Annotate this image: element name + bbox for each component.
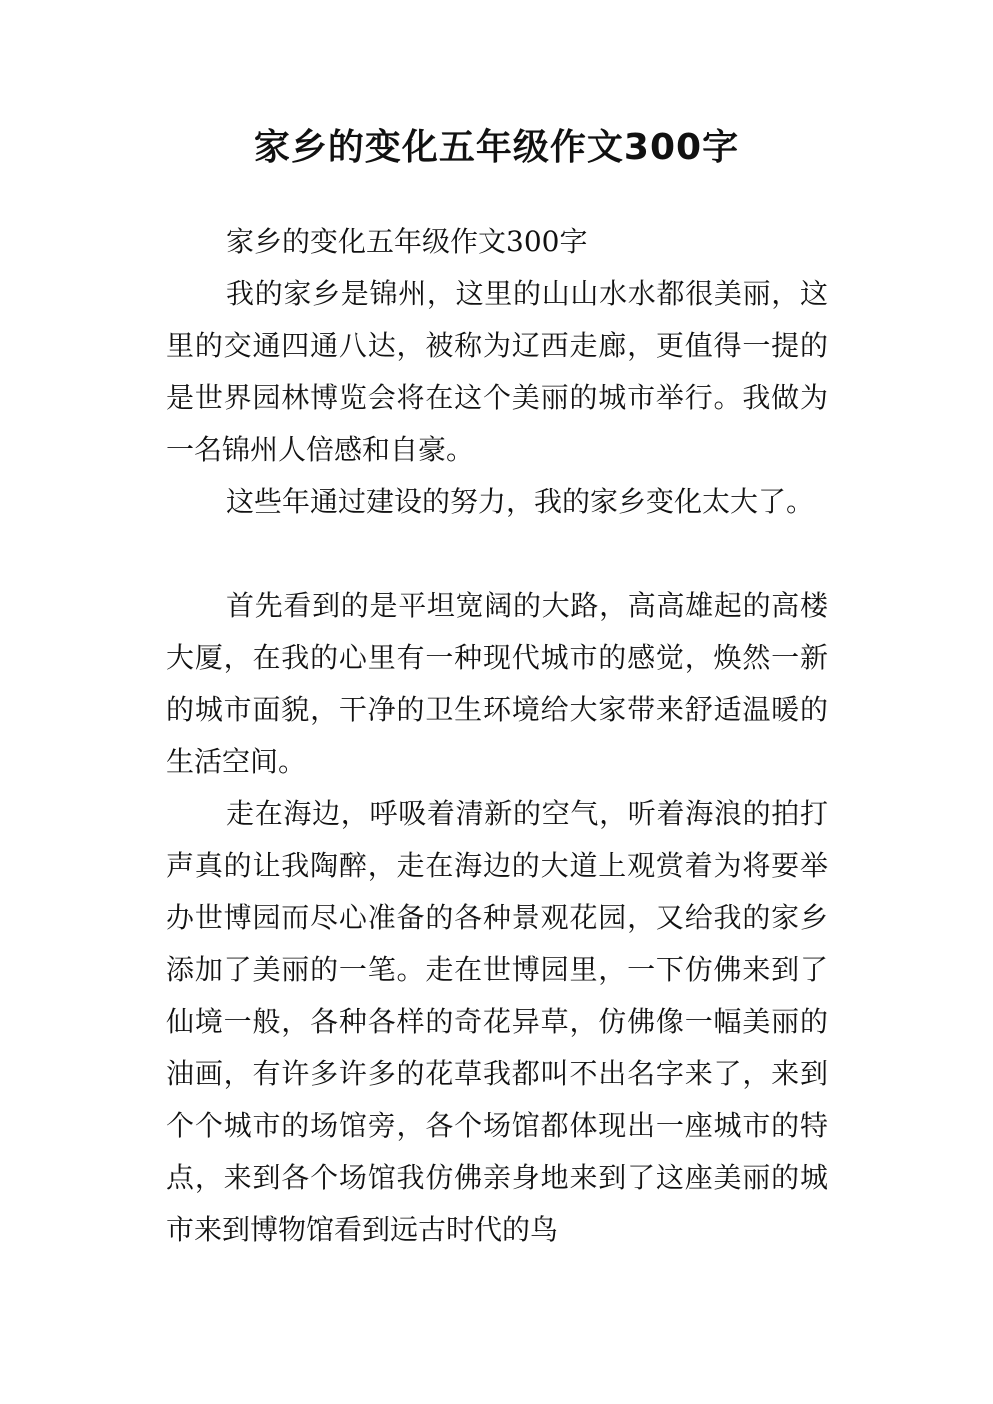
paragraph-subtitle: 家乡的变化五年级作文300字 [226,225,588,258]
paragraph-seaside: 走在海边，呼吸着清新的空气，听着海浪的拍打声真的让我陶醉，走在海边的大道上观赏着为将要举办世博园而尽心准备的各种景观花园，又给我的家乡添加了美丽的一笔。走在世博园里，一下仿佛来到了仙境一般，各种各样的奇花异草，仿佛像一幅美丽的油画，有许多许多的花草我都叫不出名字来了，来到个个城市的场馆旁，各个场馆都体现出一座城市的特点，来到各个场馆我仿佛亲身地来到了这座美丽的城市来到博物馆看到远古时代的鸟 [166,797,828,1246]
paragraph-change: 这些年通过建设的努力，我的家乡变化太大了。 [226,485,815,518]
document-body [166,216,828,1256]
paragraph-roads: 首先看到的是平坦宽阔的大路，高高雄起的高楼大厦，在我的心里有一种现代城市的感觉，焕然一新的城市面貌，干净的卫生环境给大家带来舒适温暖的生活空间。 [166,589,828,778]
document-title: 家乡的变化五年级作文300字 [253,127,740,168]
paragraph-intro: 我的家乡是锦州，这里的山山水水都很美丽，这里的交通四通八达，被称为辽西走廊，更值得一提的是世界园林博览会将在这个美丽的城市举行。我做为一名锦州人倍感和自豪。 [166,277,828,466]
